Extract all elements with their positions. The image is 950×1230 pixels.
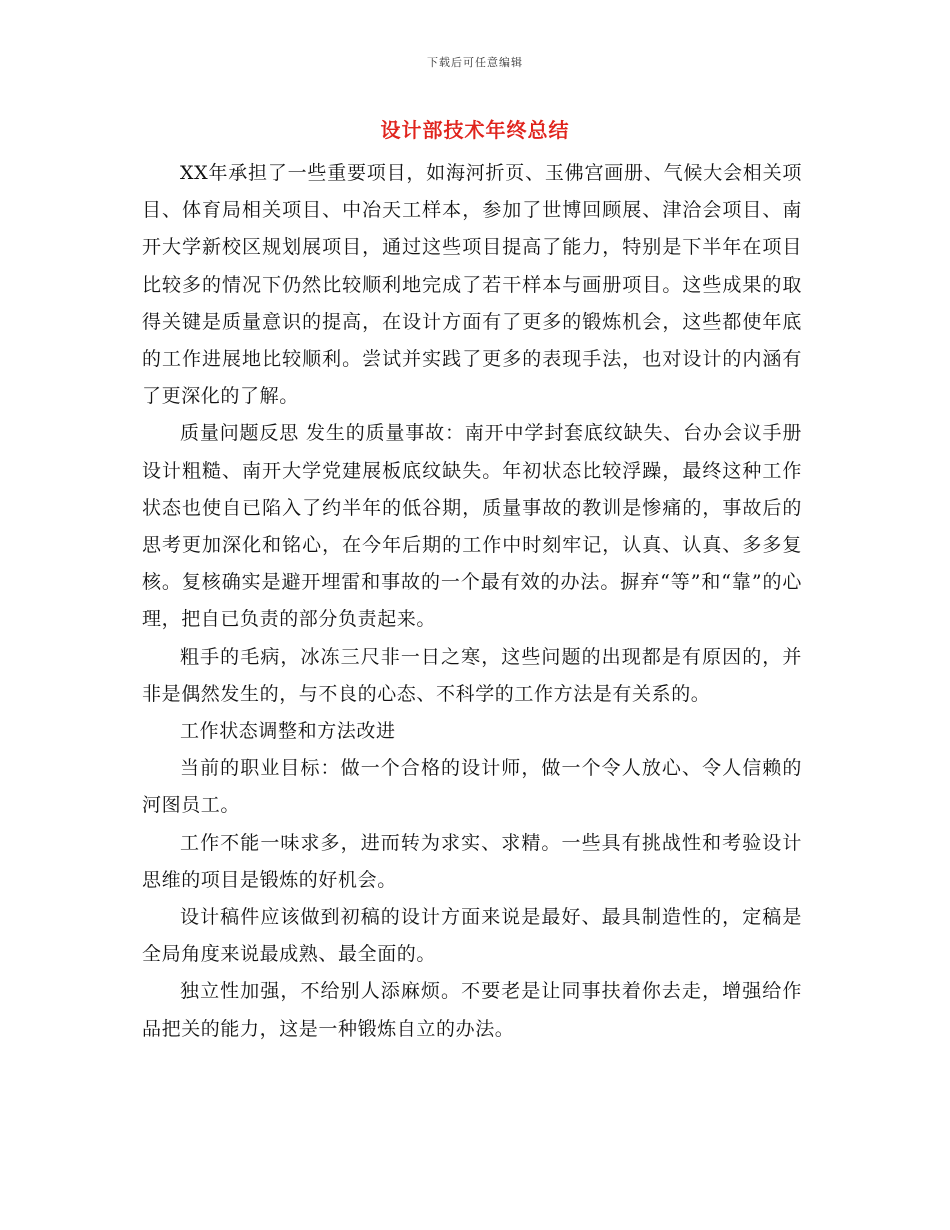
paragraph-career-goal: 当前的职业目标：做一个合格的设计师，做一个令人放心、令人信赖的河图员工。 xyxy=(142,757,802,817)
paragraph-quality-over-quantity: 工作不能一味求多，进而转为求实、求精。一些具有挑战性和考验设计思维的项目是锻炼的好机会。 xyxy=(142,831,802,891)
paragraph-quality-reflection: 质量问题反思 发生的质量事故：南开中学封套底纹缺失、台办会议手册设计粗糙、南开大学党建展板底纹缺失。年初状态比较浮躁，最终这种工作状态也使自已陷入了约半年的低谷期，质量事故的教训是惨痛的，事故后的思考更加深化和铭心，在今年后期的工作中时刻牢记，认真、认真、多多复核。复核确实是避开埋雷和事故的一个最有效的办法。摒弃“等”和“靠”的心理，把自已负责的部分负责起来。 xyxy=(142,422,802,631)
document-body xyxy=(142,155,802,1048)
document-title: 设计部技术年终总结 xyxy=(380,118,570,142)
paragraph-draft-standards: 设计稿件应该做到初稿的设计方面来说是最好、最具制造性的，定稿是全局角度来说最成熟、最全面的。 xyxy=(142,906,802,966)
paragraph-careless-habits: 粗手的毛病，冰冻三尺非一日之寒，这些问题的出现都是有原因的，并非是偶然发生的，与不良的心态、不科学的工作方法是有关系的。 xyxy=(142,645,802,705)
paragraph-section-heading: 工作状态调整和方法改进 xyxy=(180,720,396,743)
paragraph-projects: XX年承担了一些重要项目，如海河折页、玉佛宫画册、气候大会相关项目、体育局相关项目、中冶天工样本，参加了世博回顾展、津洽会项目、南开大学新校区规划展项目，通过这些项目提高了能力，特别是下半年在项目比较多的情况下仍然比较顺利地完成了若干样本与画册项目。这些成果的取得关键是质量意识的提高，在设计方面有了更多的锻炼机会，这些都使年底的工作进展地比较顺利。尝试并实践了更多的表现手法，也对设计的内涵有了更深化的了解。 xyxy=(142,162,802,408)
header-note: 下载后可任意编辑 xyxy=(427,56,523,69)
paragraph-independence: 独立性加强，不给别人添麻烦。不要老是让同事扶着你去走，增强给作品把关的能力，这是一种锻炼自立的办法。 xyxy=(142,980,802,1040)
